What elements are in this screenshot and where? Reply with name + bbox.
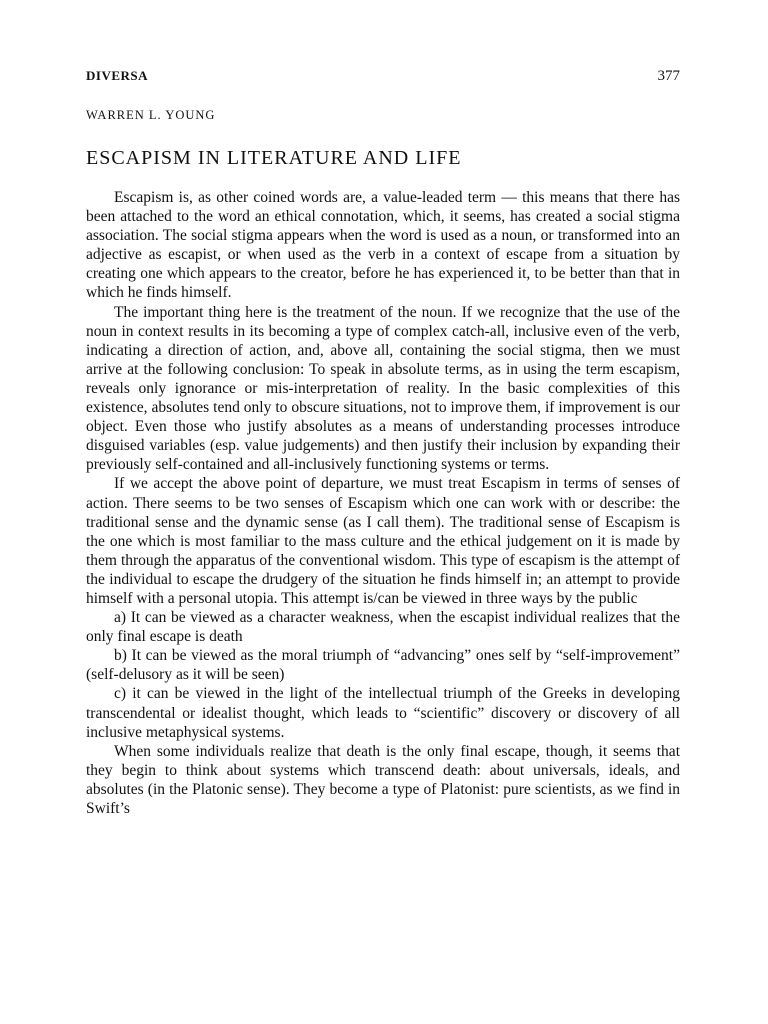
page-number: 377 — [657, 68, 680, 84]
journal-name: DIVERSA — [86, 68, 149, 83]
paragraph-1: Escapism is, as other coined words are, a value-leaded term — this means that there has been attached to the word an ethical connotation, which, it seems, has created a social stigma association. The social stigma appears when the word is used as a noun, or transformed into an adjective as escapist, or when used as the verb in a context of escape from a situation by creating one which appears to the creator, before he has experienced it, to be better than that in which he finds himself. — [86, 189, 680, 302]
paragraph-3: If we accept the above point of departure, we must treat Escapism in terms of senses of action. There seems to be two senses of Escapism which one can work with or describe: the traditional sense and the dynamic sense (as I call them). The traditional sense of Escapism is the one which is most familiar to the mass culture and the ethical judgement on it is made by them through the apparatus of the conventional wisdom. This type of escapism is the attempt of the individual to escape the drudgery of the situation he finds himself in; an attempt to provide himself with a personal utopia. This attempt is/can be viewed in three ways by the public — [86, 475, 680, 607]
list-item-c: c) it can be viewed in the light of the intellectual triumph of the Greeks in developing transcendental or idealist thought, which leads to “scientific” discovery or discovery of all inclusive metaphysical systems. — [86, 685, 680, 741]
paragraph-2: The important thing here is the treatment of the noun. If we recognize that the use of the noun in context results in its becoming a type of complex catch-all, inclusive even of the verb, indicating a direction of action, and, above all, containing the social stigma, then we must arrive at the following conclusion: To speak in absolute terms, as in using the term escapism, reveals only ignorance or mis-interpretation of reality. In the basic complexities of this existence, absolutes tend only to obscure situations, not to improve them, if improvement is our object. Even those who justify absolutes as a means of understanding processes introduce disguised variables (esp. value judgements) and then justify their inclusion by expanding their previously self-contained and all-inclusively functioning systems or terms. — [86, 303, 680, 474]
running-head — [86, 68, 680, 94]
paragraph-4: When some individuals realize that death is the only final escape, though, it seems that they begin to think about systems which transcend death: about universals, ideals, and absolutes (in the Platonic sense). They become a type of Platonist: pure scientists, as we find in Swift’s — [86, 742, 680, 817]
list-item-b: b) It can be viewed as the moral triumph of “advancing” ones self by “self-improvement” (self-delusory as it will be seen) — [86, 647, 680, 684]
article-body — [86, 188, 680, 818]
article-author: WARREN L. YOUNG — [86, 108, 216, 122]
journal-page — [86, 68, 680, 818]
article-title: ESCAPISM IN LITERATURE AND LIFE — [86, 147, 462, 169]
list-item-a: a) It can be viewed as a character weakness, when the escapist individual realizes that the only final escape is death — [86, 609, 680, 646]
